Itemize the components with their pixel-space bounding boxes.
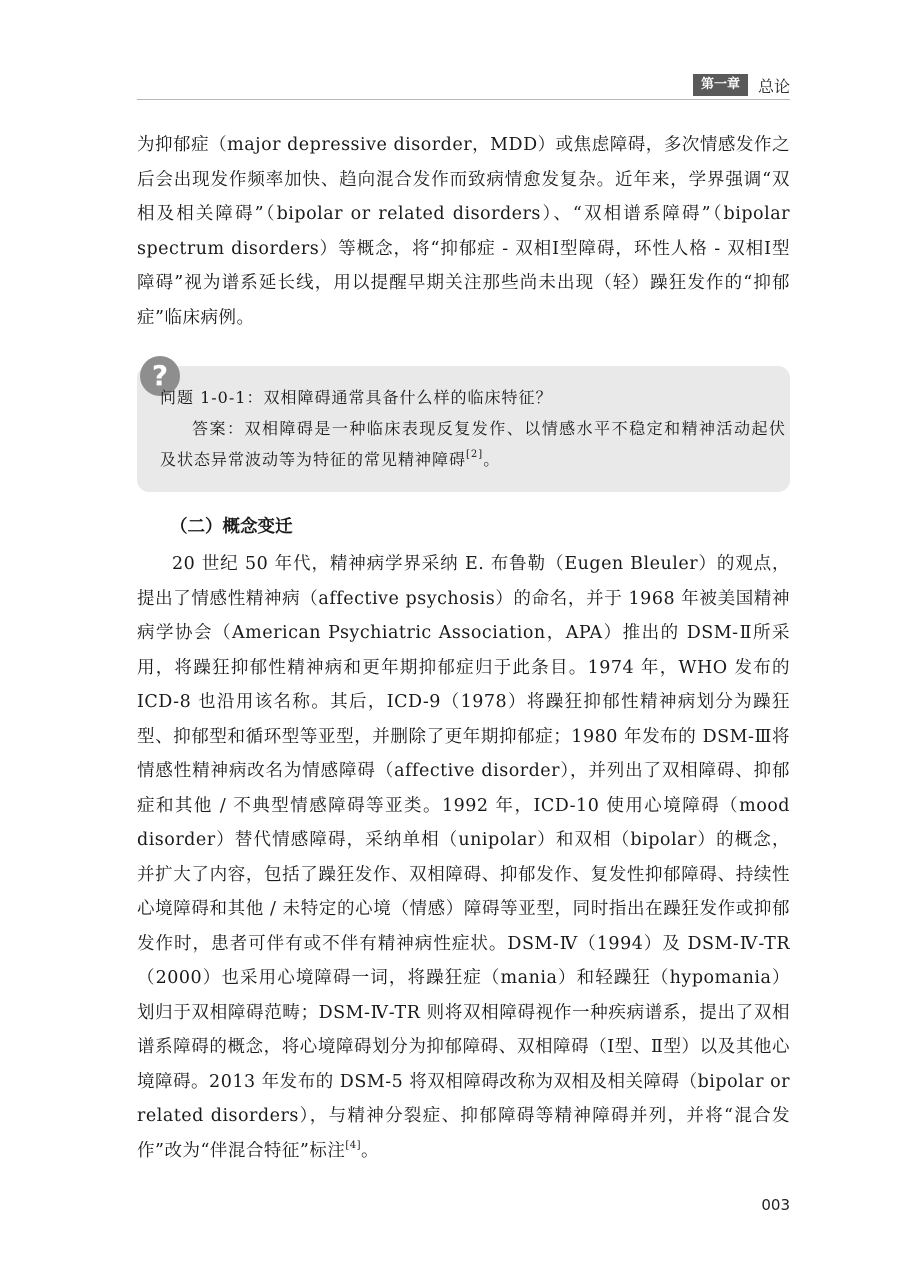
section-body-paragraph [137,547,790,1168]
qa-answer-end: 。 [483,450,501,469]
citation-ref: [2] [466,449,484,460]
page-number: 003 [761,1196,790,1214]
section-body-end: 。 [361,1140,380,1161]
qa-answer [160,413,786,475]
running-header [693,72,790,98]
qa-answer-text: 答案：双相障碍是一种临床表现反复发作、以情感水平不稳定和精神活动起伏及状态异常波动等为特征的常见精神障碍 [160,419,786,469]
header-divider [137,99,790,100]
citation-ref: [4] [345,1139,362,1151]
chapter-title: 总论 [757,76,790,96]
body-paragraph: 为抑郁症（major depressive disorder，MDD）或焦虑障碍，多次情感发作之后会出现发作频率加快、趋向混合发作而致病情愈发复杂。近年来，学界强调“双相及相关障碍”（bipolar or related disorders）、“双相谱系障碍”（bipolar spectrum disorders）等概念，将“抑郁症 - 双相Ⅰ型障碍，环性人格 - 双相Ⅰ型障碍”视为谱系延长线，用以提醒早期关注那些尚未出现（轻）躁狂发作的“抑郁症”临床病例。 [137,135,790,328]
question-mark-icon: ? [140,356,180,396]
section-heading: （二）概念变迁 [170,517,293,537]
chapter-tag: 第一章 [693,74,748,96]
qa-callout-text [160,382,786,475]
qa-question: 问题 1-0-1：双相障碍通常具备什么样的临床特征？ [160,388,553,407]
section-body-text: 20 世纪 50 年代，精神病学界采纳 E. 布鲁勒（Eugen Bleuler）的观点，提出了情感性精神病（affective psychosis）的命名，并于 1968 年被美国精神病学协会（American Psychiatric Association，APA）推出的 DSM-Ⅱ所采用，将躁狂抑郁性精神病和更年期抑郁症归于此条目。1974 年，WHO 发布的 ICD-8 也沿用该名称。其后，ICD-9（1978）将躁狂抑郁性精神病划分为躁狂型、抑郁型和循环型等亚型，并删除了更年期抑郁症；1980 年发布的 DSM-Ⅲ将情感性精神病改名为情感障碍（affective disorder），并列出了双相障碍、抑郁症和其他 / 不典型情感障碍等亚类。1992 年，ICD-10 使用心境障碍（mood disorder）替代情感障碍，采纳单相（unipolar）和双相（bipolar）的概念，并扩大了内容，包括了躁狂发作、双相障碍、抑郁发作、复发性抑郁障碍、持续性心境障碍和其他 / 未特定的心境（情感）障碍等亚型，同时指出在躁狂发作或抑郁发作时，患者可伴有或不伴有精神病性症状。DSM-Ⅳ（1994）及 DSM-Ⅳ-TR（2000）也采用心境障碍一词，将躁狂症（mania）和轻躁狂（hypomania）划归于双相障碍范畴；DSM-Ⅳ-TR 则将双相障碍视作一种疾病谱系，提出了双相谱系障碍的概念，将心境障碍划分为抑郁障碍、双相障碍（Ⅰ型、Ⅱ型）以及其他心境障碍。2013 年发布的 DSM-5 将双相障碍改称为双相及相关障碍（bipolar or related disorders），与精神分裂症、抑郁障碍等精神障碍并列，并将“混合发作”改为“伴混合特征”标注 [137,554,790,1161]
